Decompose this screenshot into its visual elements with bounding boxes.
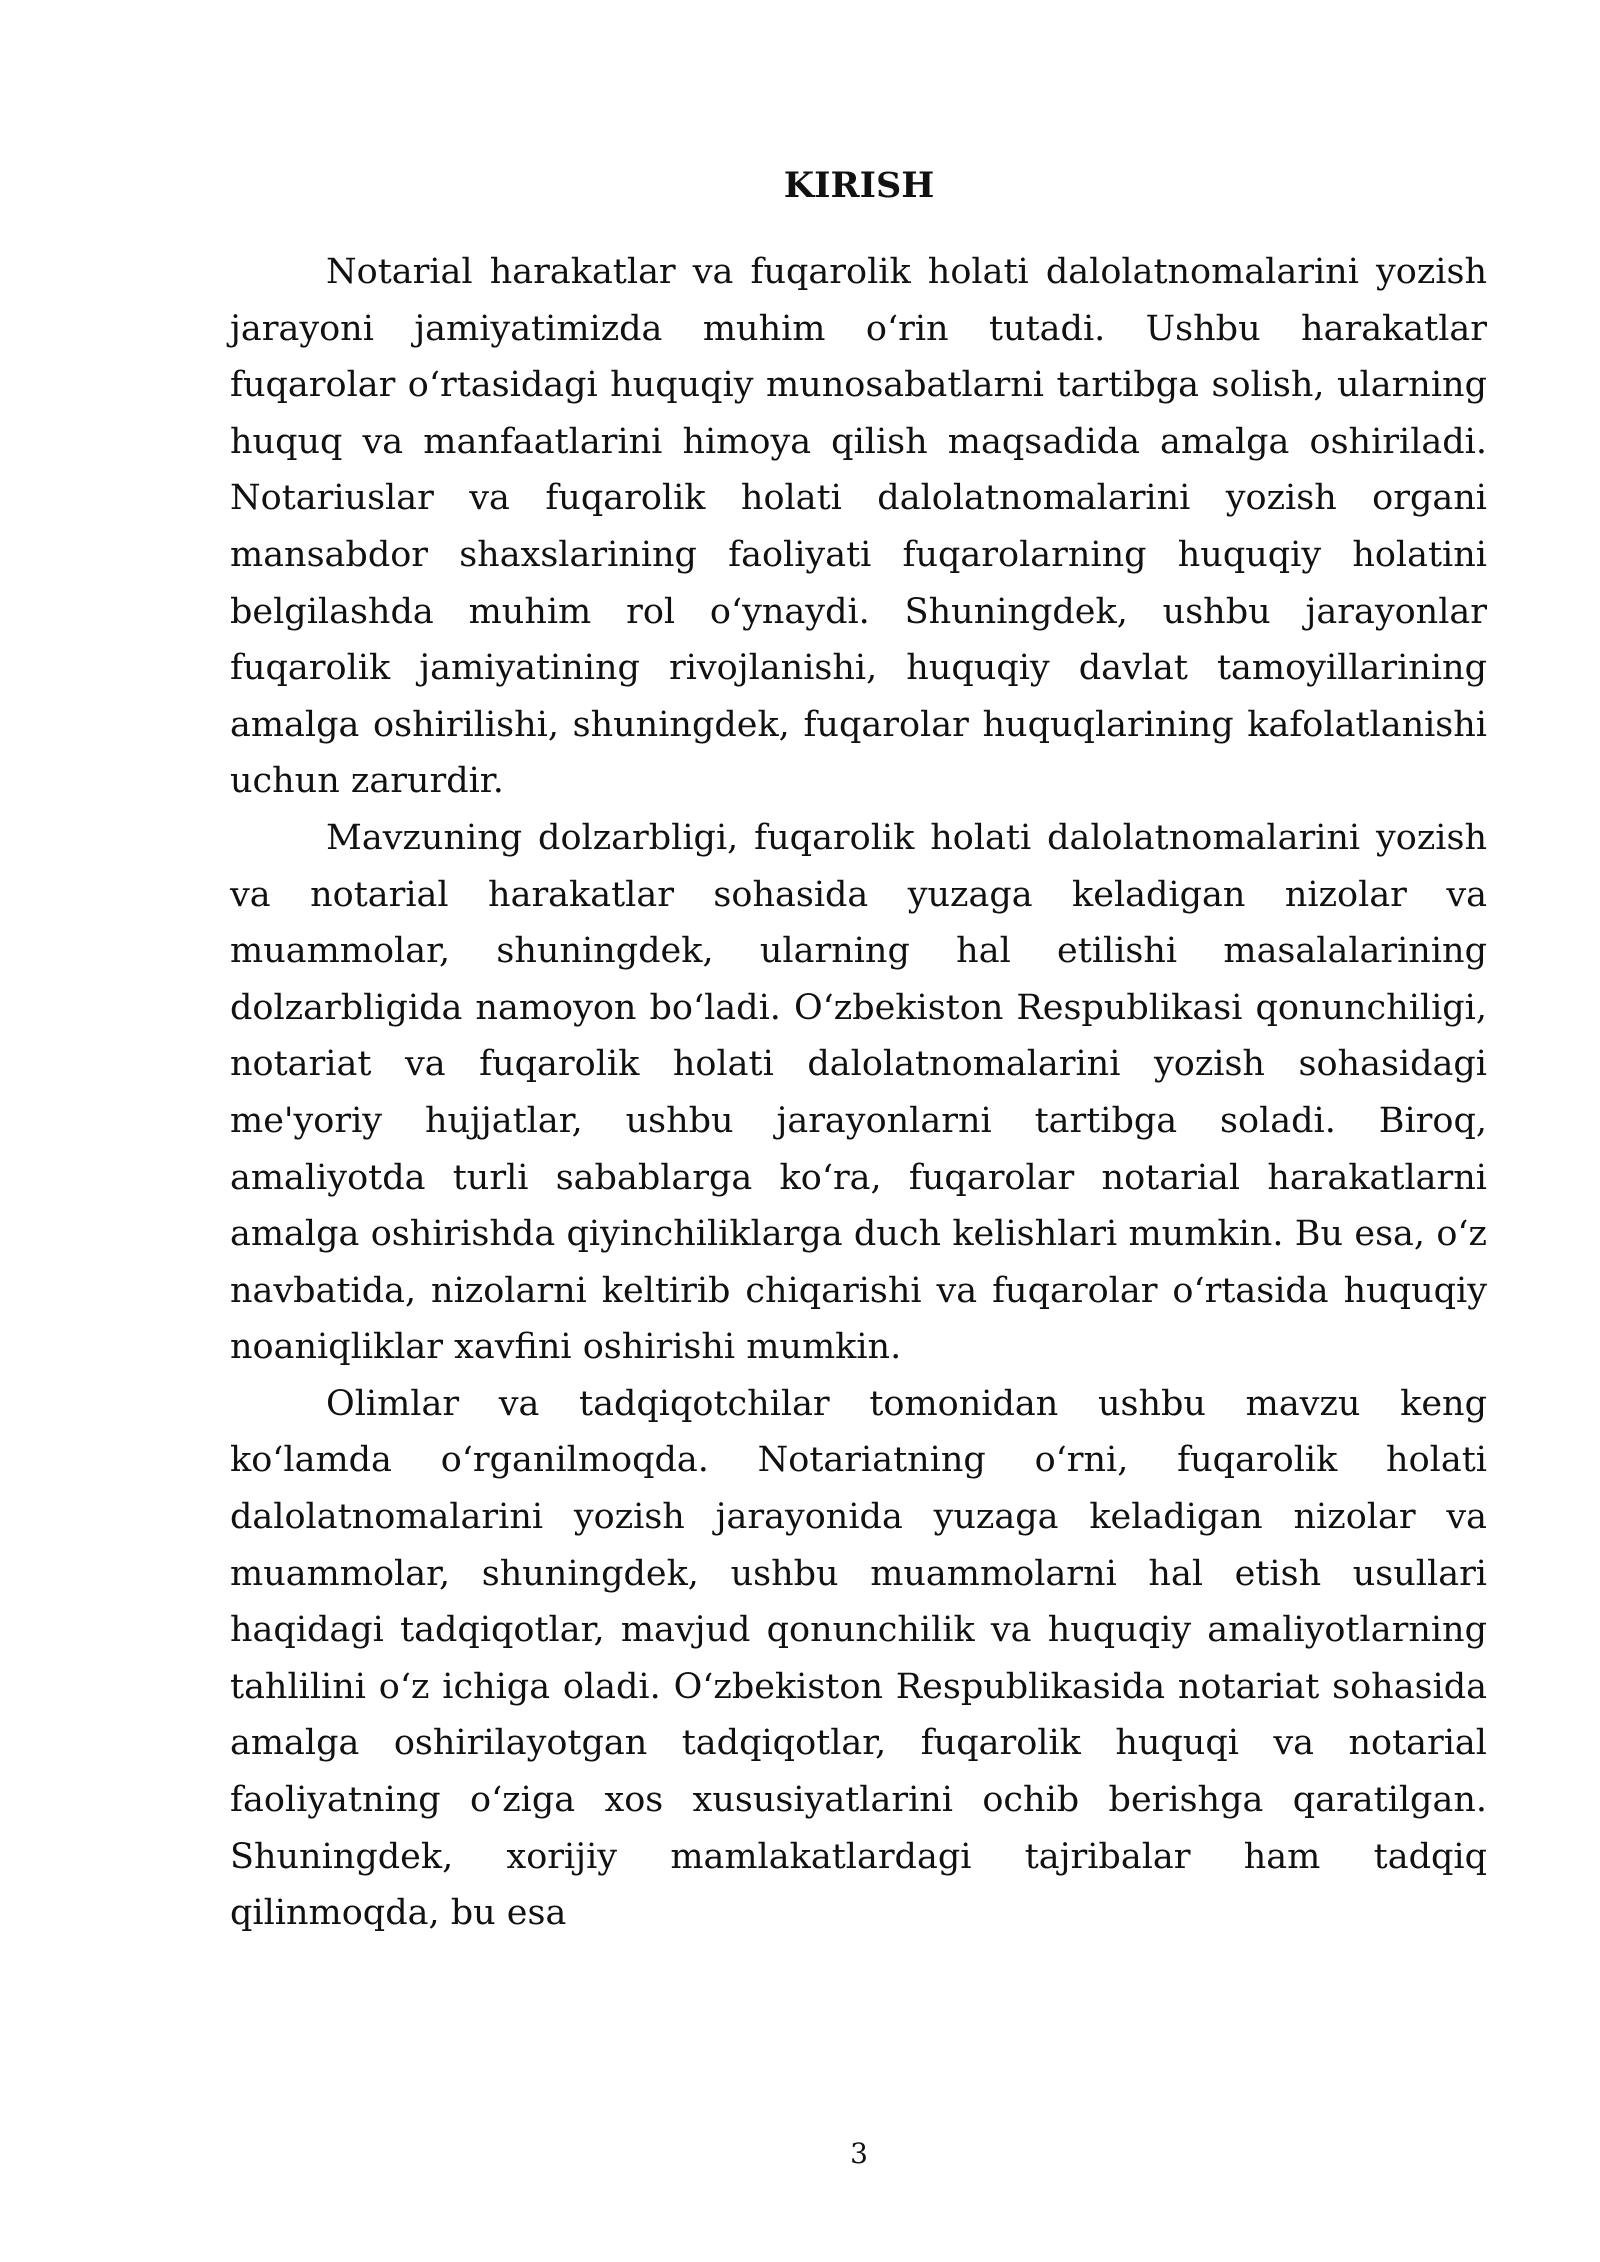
page-number: 3 bbox=[850, 2137, 868, 2170]
page-title: KIRISH bbox=[783, 165, 935, 206]
paragraph-1: Notarial harakatlar va fuqarolik holati dalolatnomalarini yozish jarayoni jamiyatimizda muhim oʻrin tutadi. Ushbu harakatlar fuqarolar oʻrtasidagi huquqiy munosabatlarni tartibga solish, ularning huquq va manfaatlarini himoya qilish maqsadida amalga oshiriladi. Notariuslar va fuqarolik holati dalolatnomalarini yozish organi mansabdor shaxslarining faoliyati fuqarolarning huquqiy holatini belgilashda muhim rol oʻynaydi. Shuningdek, ushbu jarayonlar fuqarolik jamiyatining rivojlanishi, huquqiy davlat tamoyillarining amalga oshirilishi, shuningdek, fuqarolar huquqlarining kafolatlanishi uchun zarurdir. bbox=[230, 252, 1487, 802]
paragraph-3: Olimlar va tadqiqotchilar tomonidan ushbu mavzu keng koʻlamda oʻrganilmoqda. Notariatning oʻrni, fuqarolik holati dalolatnomalarini yozish jarayonida yuzaga keladigan nizolar va muammolar, shuningdek, ushbu muammolarni hal etish usullari haqidagi tadqiqotlar, mavjud qonunchilik va huquqiy amaliyotlarning tahlilini oʻz ichiga oladi. Oʻzbekiston Respublikasida notariat sohasida amalga oshirilayotgan tadqiqotlar, fuqarolik huquqi va notarial faoliyatning oʻziga xos xususiyatlarini ochib berishga qaratilgan. Shuningdek, xorijiy mamlakatlardagi tajribalar ham tadqiq qilinmoqda, bu esa bbox=[230, 1383, 1487, 1934]
paragraph-2: Mavzuning dolzarbligi, fuqarolik holati dalolatnomalarini yozish va notarial harakatlar sohasida yuzaga keladigan nizolar va muammolar, shuningdek, ularning hal etilishi masalalarining dolzarbligida namoyon boʻladi. Oʻzbekiston Respublikasi qonunchiligi, notariat va fuqarolik holati dalolatnomalarini yozish sohasidagi me'yoriy hujjatlar, ushbu jarayonlarni tartibga soladi. Biroq, amaliyotda turli sabablarga koʻra, fuqarolar notarial harakatlarni amalga oshirishda qiyinchiliklarga duch kelishlari mumkin. Bu esa, oʻz navbatida, nizolarni keltirib chiqarishi va fuqarolar oʻrtasida huquqiy noaniqliklar xavfini oshirishi mumkin. bbox=[230, 817, 1487, 1368]
body-text bbox=[230, 244, 1487, 1942]
